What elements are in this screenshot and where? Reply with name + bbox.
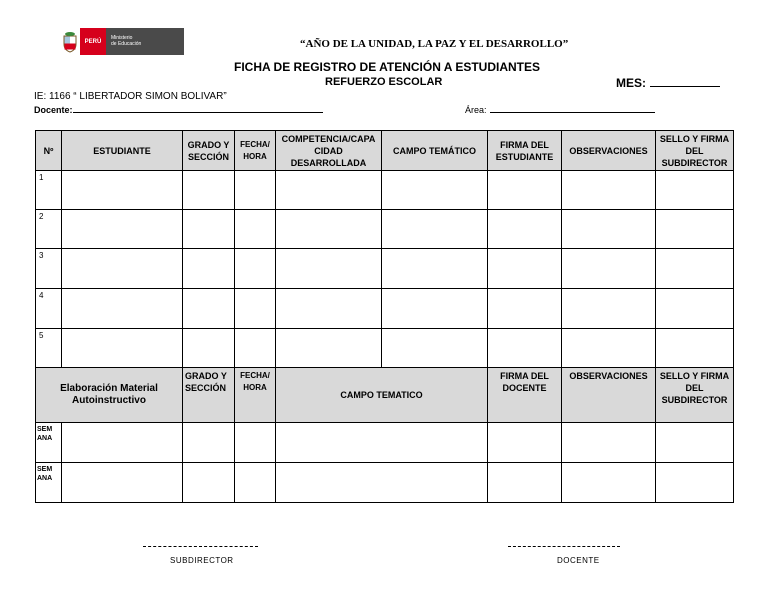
month-field [616,76,720,90]
cell[interactable] [62,463,183,503]
cell[interactable] [488,329,562,368]
table-header-row [36,131,734,171]
ministry-line-2: de Educación [111,41,142,47]
col-firma-2: FIRMA DEL DOCENTE [488,368,562,423]
cell[interactable] [183,289,235,329]
cell[interactable] [62,249,183,289]
col-estudiante: ESTUDIANTE [62,131,183,171]
table-row [36,329,734,368]
col-grado: GRADO Y SECCIÓN [183,131,235,171]
col-sello: SELLO Y FIRMA DEL SUBDIRECTOR [656,131,734,171]
teacher-field [34,105,323,115]
cell[interactable] [656,463,734,503]
ministry-label [106,28,184,55]
material-header-row [36,368,734,423]
cell[interactable] [235,289,276,329]
row-number: 5 [36,329,62,368]
table-row [36,249,734,289]
cell[interactable] [656,171,734,210]
school-label: IE: 1166 “ LIBERTADOR SIMON BOLIVAR” [34,91,227,102]
cell[interactable] [562,289,656,329]
month-label: MES: [616,76,646,90]
teacher-label: Docente: [34,105,73,115]
cell[interactable] [382,210,488,249]
cell[interactable] [183,329,235,368]
document-title: FICHA DE REGISTRO DE ATENCIÓN A ESTUDIANTES [234,60,541,74]
cell[interactable] [656,210,734,249]
year-motto: “AÑO DE LA UNIDAD, LA PAZ Y EL DESARROLLO” [300,38,569,50]
week-label: SEM ANA [36,463,62,503]
cell[interactable] [276,423,488,463]
col-num: Nº [36,131,62,171]
teacher-signature-line [508,546,620,547]
table-row [36,289,734,329]
col-elaboracion: Elaboración Material Autoinstructivo [36,368,183,423]
cell[interactable] [656,423,734,463]
row-number: 3 [36,249,62,289]
cell[interactable] [183,210,235,249]
coat-of-arms-icon [60,28,80,55]
area-label: Área: [465,105,487,115]
cell[interactable] [235,171,276,210]
cell[interactable] [562,171,656,210]
cell[interactable] [235,423,276,463]
col-firma: FIRMA DEL ESTUDIANTE [488,131,562,171]
cell[interactable] [488,171,562,210]
cell[interactable] [656,289,734,329]
subdirector-label: SUBDIRECTOR [170,556,234,565]
col-fecha: FECHA/ HORA [235,131,276,171]
col-competencia: COMPETENCIA/CAPA CIDAD DESARROLLADA [276,131,382,171]
cell[interactable] [183,423,235,463]
cell[interactable] [488,423,562,463]
table-row [36,423,734,463]
col-observaciones-2: OBSERVACIONES [562,368,656,423]
cell[interactable] [276,210,382,249]
col-observaciones: OBSERVACIONES [562,131,656,171]
cell[interactable] [235,463,276,503]
cell[interactable] [562,249,656,289]
col-fecha-2: FECHA/ HORA [235,368,276,423]
cell[interactable] [488,210,562,249]
cell[interactable] [488,249,562,289]
cell[interactable] [562,210,656,249]
cell[interactable] [276,171,382,210]
teacher-signature-label: DOCENTE [557,556,600,565]
cell[interactable] [62,329,183,368]
table-row [36,463,734,503]
peru-label: PERÚ [80,28,106,55]
col-sello-2: SELLO Y FIRMA DEL SUBDIRECTOR [656,368,734,423]
cell[interactable] [276,249,382,289]
cell[interactable] [183,463,235,503]
col-campo: CAMPO TEMÁTICO [382,131,488,171]
minedu-logo [60,28,184,55]
cell[interactable] [183,171,235,210]
table-row [36,210,734,249]
cell[interactable] [562,329,656,368]
cell[interactable] [235,249,276,289]
subdirector-signature-line [143,546,258,547]
cell[interactable] [656,329,734,368]
registry-table [35,130,734,503]
cell[interactable] [62,210,183,249]
cell[interactable] [656,249,734,289]
cell[interactable] [276,289,382,329]
cell[interactable] [62,423,183,463]
cell[interactable] [382,289,488,329]
cell[interactable] [235,329,276,368]
col-campo-2: CAMPO TEMATICO [276,368,488,423]
row-number: 4 [36,289,62,329]
table-row [36,171,734,210]
cell[interactable] [562,463,656,503]
area-field [465,105,655,115]
week-label: SEM ANA [36,423,62,463]
row-number: 2 [36,210,62,249]
cell[interactable] [183,249,235,289]
cell[interactable] [382,249,488,289]
col-grado-2: GRADO Y SECCIÓN [183,368,235,423]
cell[interactable] [62,289,183,329]
cell[interactable] [488,289,562,329]
ministry-line-1: Ministerio [111,35,133,41]
row-number: 1 [36,171,62,210]
cell[interactable] [235,210,276,249]
cell[interactable] [382,171,488,210]
cell[interactable] [562,423,656,463]
cell[interactable] [276,329,382,368]
cell[interactable] [488,463,562,503]
document-subtitle: REFUERZO ESCOLAR [325,76,443,88]
cell[interactable] [62,171,183,210]
cell[interactable] [276,463,488,503]
cell[interactable] [382,329,488,368]
